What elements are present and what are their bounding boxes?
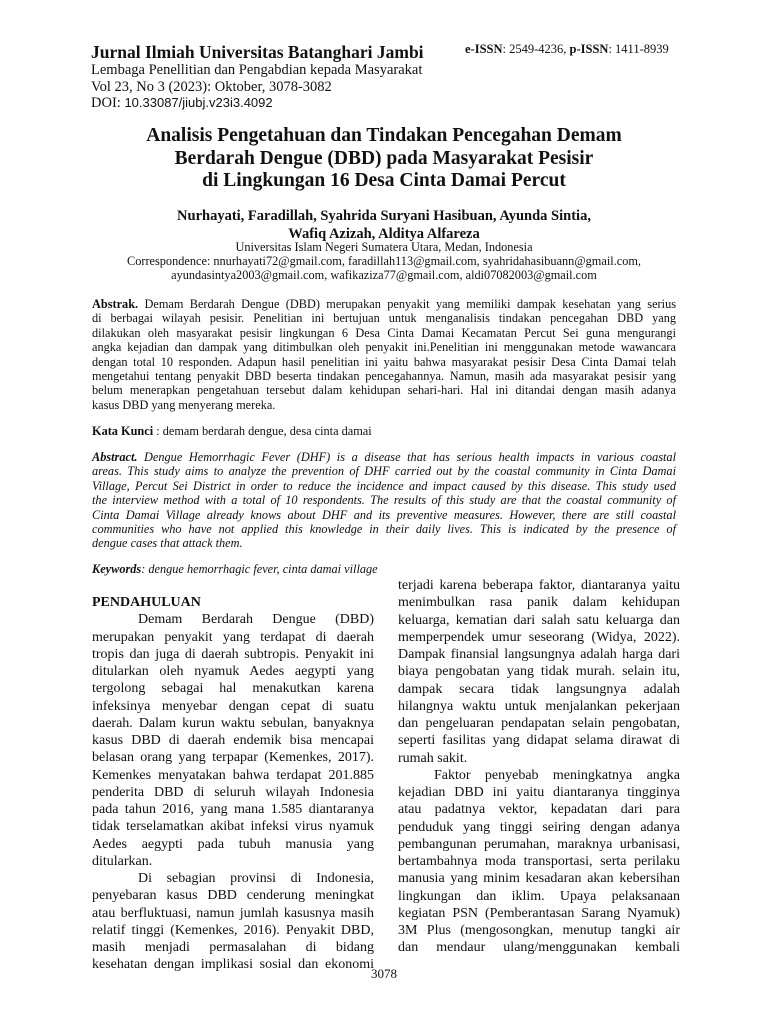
body-line: dan pengeluaran pendapatan selain pengobatan, [398, 716, 680, 731]
abstrak-line: belum menerapkan pengetahuan tersebut dalam kehidupan sehari-hari. Hal ini ditandai dengan masih adanya [92, 383, 676, 398]
title-line: Analisis Pengetahuan dan Tindakan Pencegahan Demam [146, 125, 622, 146]
body-line: Faktor penyebab meningkatnya angka [434, 767, 680, 783]
abstrak-line: dilakukan oleh masyarakat pesisir lingkungan 6 Desa Cinta Damai Kecamatan Percut Sei guna mengurangi [92, 325, 676, 340]
abstrak-label: Abstrak. [92, 297, 139, 311]
body-line: bertambahnya moda transportasi, serta perilaku [398, 854, 680, 869]
page-number: 3078 [371, 966, 397, 981]
abstrak-line: Abstrak. Demam Berdarah Dengue (DBD) merupakan penyakit yang memiliki dampak kesehatan yang serius [92, 297, 676, 311]
body-line: kasus DBD di daerah endemik bisa mencapai [92, 733, 374, 748]
eissn-value: : 2549-4236, [502, 42, 570, 56]
body-line: lingkungan dan iklim. Upaya pelaksanaan [398, 888, 680, 904]
keywords-en [92, 562, 378, 577]
body-line: memperpendek umur seseorang (Widya, 2022). [398, 629, 680, 645]
kata-kunci-value: : demam berdarah dengue, desa cinta damai [153, 424, 372, 438]
body-line: kegiatan PSN (Pemberantasan Sarang Nyamuk) [398, 905, 680, 921]
journal-title: Jurnal Ilmiah Universitas Batanghari Jambi [91, 42, 424, 62]
body-line: atau berfluktuasi, namun jumlah kasusnya masih [92, 905, 374, 921]
body-line: tergolong sebagai hal menakutkan karena [92, 681, 374, 697]
pissn-value: : 1411-8939 [608, 42, 669, 56]
body-line: penderita DBD di seluruh wilayah Indonesia [92, 784, 374, 800]
doi-line [91, 95, 273, 112]
left-column [92, 594, 374, 974]
body-line: tidak terselamatkan akibat infeksi virus nyamuk [92, 819, 374, 835]
body-line: hilangnya waktu untuk menjalankan pekerjaan [398, 698, 680, 714]
authors-line: Wafiq Azizah, Alditya Alfareza [288, 225, 480, 242]
body-line: daerah. Dalam kurun waktu sebulan, banyaknya [92, 715, 374, 731]
abstrak-block [92, 297, 676, 412]
publisher-line: Lembaga Penellitian dan Pengabdian kepada Masyarakat [91, 62, 423, 78]
affiliation [60, 240, 708, 282]
body-line: keluarga, kematian dari salah satu keluarga dan [398, 612, 680, 628]
body-line: relatif tinggi (Kemenkes, 2016). Penyakit DBD, [92, 922, 374, 938]
body-line: Demam Berdarah Dengue (DBD) [138, 612, 374, 628]
body-line: belasan orang yang terpapar (Kemenkes, 2017). [92, 750, 374, 766]
body-line: atau padatnya vektor, kepadatan dari para [398, 802, 680, 818]
body-line: rumah sakit. [398, 750, 468, 766]
correspondence-line: ayundasintya2003@gmail.com, wafikaziza77@gmail.com, aldi07082003@gmail.com [171, 268, 597, 282]
keywords-en-value: : dengue hemorrhagic fever, cinta damai village [141, 562, 378, 576]
abstract-en-label: Abstract. [92, 450, 138, 464]
body-line: tropis dan juga di daerah subtropis. Penyakit ini [92, 646, 374, 662]
section-heading: PENDAHULUAN [92, 595, 201, 610]
abstract-en-line: dengue cases that attack them. [92, 536, 243, 551]
body-line: penduduk yang tinggi seiring dengan adanya [398, 819, 680, 835]
affiliation-line: Universitas Islam Negeri Sumatera Utara, Medan, Indonesia [235, 240, 533, 254]
abstrak-line: kasus DBD yang menyerang mereka. [92, 397, 276, 412]
abstrak-line: mengetahui tentang penyakit DBD beserta tindakan pencegahannya. Namun, masih ada masyarakat pesisir yang [92, 368, 676, 383]
kata-kunci-label: Kata Kunci [92, 424, 154, 438]
abstract-en-line: areas. This study aims to analyze the prevention of DHF carried out by the coastal community in Cinta Damai [92, 464, 676, 479]
abstract-en-block [92, 450, 676, 551]
eissn-label: e-ISSN [465, 42, 503, 56]
authors [60, 208, 708, 243]
body-line: 3M Plus (mengosongkan, menutup tangki air [398, 923, 680, 938]
abstrak-line: dengan total 10 responden. Adapun hasil penelitian ini yaitu bahwa masyarakat pesisir Desa Cinta Damai telah [92, 354, 676, 369]
doi-label: DOI: [91, 95, 125, 111]
body-line: menimbulkan rasa panik dalam kehidupan [398, 595, 680, 611]
abstract-en-line: Village, Percut Sei District in order to reduce the incidence and impact caused by this disease. This study used [92, 478, 676, 493]
body-line: Aedes aegypti pada tubuh manusia yang [92, 836, 374, 852]
volume-line: Vol 23, No 3 (2023): Oktober, 3078-3082 [91, 79, 332, 95]
body-line: Kemenkes menyatakan bahwa terdapat 201.885 [92, 767, 374, 783]
article-title [60, 125, 708, 193]
body-line: terjadi karena beberapa faktor, diantaranya yaitu [398, 578, 680, 593]
doi-link[interactable]: 10.33087/jiubj.v23i3.4092 [124, 95, 273, 110]
body-line: biaya pengobatan yang tidak murah. selain itu, [398, 664, 680, 680]
body-line: dan mendaur ulang/menggunakan kembali [398, 940, 680, 956]
issn-info [465, 42, 669, 57]
abstrak-line: angka kejadian dan dampak yang ditimbulkan oleh penyakit ini.Penelitian ini menggunakan metode wawancara [92, 340, 676, 355]
body-line: manusia yang minim kesadaran akan kebersihan [398, 871, 680, 887]
body-line: ditularkan oleh nyamuk Aedes aegypti yang [92, 664, 374, 679]
authors-line: Nurhayati, Faradillah, Syahrida Suryani Hasibuan, Ayunda Sintia, [177, 208, 591, 224]
body-line: merupakan penyakit yang terdapat di daerah [92, 629, 374, 645]
kata-kunci [92, 424, 372, 439]
body-line: dampak secara tidak langsungnya adalah [398, 681, 680, 697]
keywords-en-label: Keywords [92, 562, 142, 576]
title-line: Berdarah Dengue (DBD) pada Masyarakat Pesisir [174, 147, 594, 169]
right-column [398, 577, 680, 957]
body-line: kejadian DBD ini yaitu diantaranya tingginya [398, 785, 680, 800]
abstract-en-line: the interview method with a total of 10 respondents. The results of this study are that the coastal community of [92, 493, 676, 508]
body-line: pembangunan perumahan, maraknya urbanisasi, [398, 836, 680, 852]
body-line: Dampak finansial langsungnya adalah harga dari [398, 647, 680, 662]
body-line: kesehatan dengan implikasi sosial dan ekonomi [92, 957, 374, 973]
body-line: seperti fasilitas yang didapat selama dirawat di [398, 733, 680, 749]
body-line: pada tahun 2016, yang mana 1.585 diantaranya [92, 802, 374, 817]
abstrak-line: di berbagai wilayah pesisir. Penelitian ini bertujuan untuk menganalisis tindakan pencegahan DBD yang [92, 311, 676, 326]
body-line: masih menjadi permasalahan di bidang [92, 940, 374, 955]
pissn-label: p-ISSN [569, 42, 609, 56]
body-line: Di sebagian provinsi di Indonesia, [138, 871, 374, 886]
body-line: ditularkan. [92, 853, 153, 869]
abstract-en-line: Abstract. Dengue Hemorrhagic Fever (DHF) is a disease that has serious health impacts in various coastal [92, 450, 676, 464]
body-line: infeksinya menyebar dengan cepat di suatu [92, 698, 374, 714]
abstract-en-line: Cinta Damai Village already knows about DHF and its preventive measures. However, there are still coastal [92, 507, 676, 522]
correspondence-line: Correspondence: nnurhayati72@gmail.com, faradillah113@gmail.com, syahridahasibuann@gmail.com, [127, 254, 641, 268]
title-line: di Lingkungan 16 Desa Cinta Damai Percut [202, 170, 566, 191]
abstract-en-line: communities who have not applied this knowledge in their daily lives. This is indicated by the presence of [92, 521, 676, 536]
body-line: penyebaran kasus DBD cenderung meningkat [92, 888, 374, 904]
